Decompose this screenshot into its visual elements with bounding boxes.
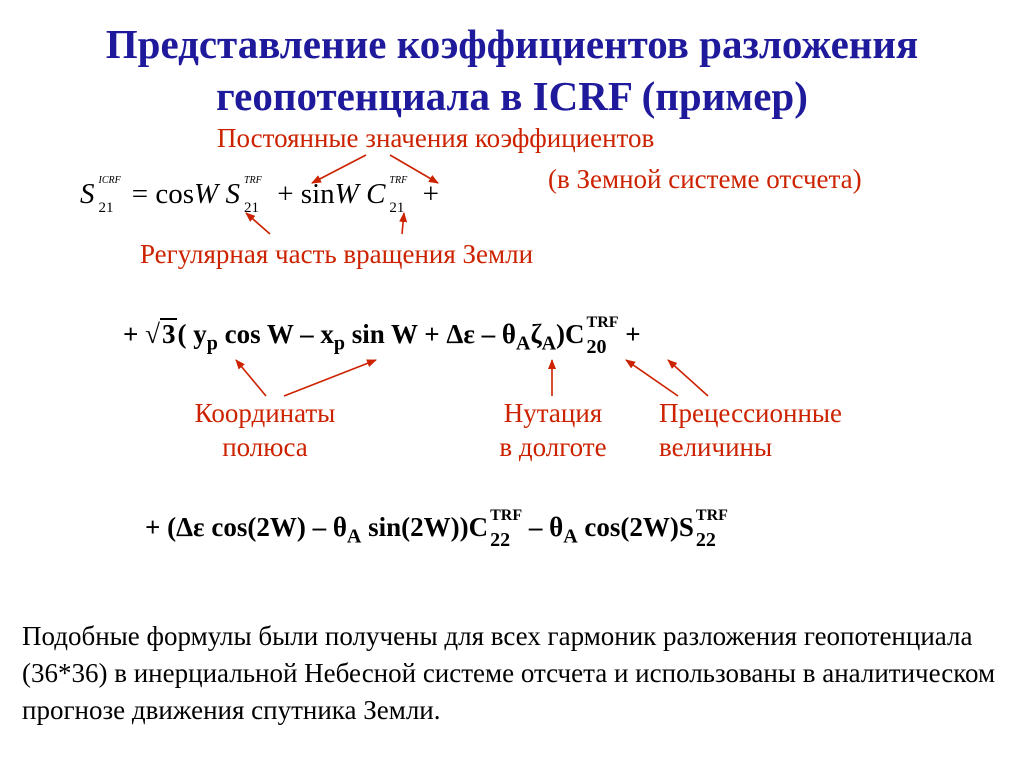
cos-w-minus-x: cos W – x <box>217 319 334 349</box>
annotation-constant-values: Постоянные значения коэффициентов <box>217 123 655 153</box>
slide-title <box>0 18 1024 122</box>
sqrt-3: 3 <box>161 319 176 349</box>
arrow-pole-to-yp <box>236 360 266 396</box>
annotation-nutation <box>478 396 628 464</box>
subscript-p: p <box>206 332 218 355</box>
superscript-trf: TRF <box>586 314 619 331</box>
subscript-a: A <box>346 525 362 548</box>
superscript-icrf: ICRF <box>98 175 121 186</box>
sin-term-c: sin(2W))C <box>361 512 489 542</box>
sin-w-nutation-theta: sin W + Δε – θ <box>344 319 516 349</box>
nutation-line-2: в долготе <box>499 432 607 462</box>
symbol-c-trf: C <box>366 178 386 210</box>
eq-cos: = cos <box>131 178 195 210</box>
superscript-trf: TRF <box>695 507 728 524</box>
precession-line-2: величины <box>659 432 773 462</box>
arrow-pole-to-xp <box>284 360 376 396</box>
subscript-22: 22 <box>490 529 511 551</box>
open-paren-y: ( y <box>177 319 207 349</box>
plus-sign: + <box>422 178 440 210</box>
subscript-22: 22 <box>695 529 716 551</box>
superscript-trf: TRF <box>243 175 262 186</box>
subscript-21: 21 <box>243 200 259 216</box>
superscript-trf: TRF <box>490 507 523 524</box>
lead-term: + (Δε cos(2W) – θ <box>145 512 347 542</box>
pole-coords-line-1: Координаты <box>194 398 336 428</box>
arrow-precession-to-zeta <box>668 360 708 396</box>
arrow-precession-to-theta <box>626 360 678 396</box>
subscript-a: A <box>515 332 531 355</box>
formula-c22-s22-term <box>145 507 728 551</box>
minus-theta: – θ <box>522 512 564 542</box>
cos-term-s: cos(2W)S <box>577 512 694 542</box>
pole-coords-line-2: полюса <box>222 432 308 462</box>
nutation-line-1: Нутация <box>503 398 603 428</box>
plus-sin: + sin <box>277 178 335 210</box>
formula-s21-icrf <box>80 175 440 216</box>
body-paragraph: Подобные формулы были получены для всех гармоник разложения геопотенциала (36*36) в инерциальной Небесной системе отсчета и использованы в аналитическом прогнозе движения спутника Земли. <box>22 621 996 725</box>
title-line-2: геопотенциала в ICRF (пример) <box>216 73 808 119</box>
lead-plus: + <box>123 319 146 349</box>
title-line-1: Представление коэффициентов разложения <box>105 21 919 67</box>
symbol-s-trf: S <box>225 178 240 210</box>
formula-c20-term <box>123 314 641 358</box>
annotation-earth-frame: (в Земной системе отсчета) <box>548 164 862 194</box>
symbol-w: W <box>334 178 359 210</box>
annotation-precession <box>659 396 842 464</box>
radical-sign: √ <box>145 319 160 349</box>
precession-line-1: Прецессионные <box>659 398 843 428</box>
annotation-regular-rotation: Регулярная часть вращения Земли <box>140 239 534 269</box>
tail-plus: + <box>618 319 641 349</box>
close-paren-c: )C <box>556 319 585 349</box>
symbol-s: S <box>80 178 95 210</box>
subscript-20: 20 <box>586 336 607 358</box>
subscript-21: 21 <box>98 200 114 216</box>
subscript-p: p <box>333 332 345 355</box>
zeta: ζ <box>530 319 542 349</box>
subscript-a: A <box>541 332 557 355</box>
subscript-21: 21 <box>389 200 405 216</box>
subscript-a: A <box>563 525 578 548</box>
superscript-trf: TRF <box>389 175 408 186</box>
annotation-pole-coords <box>170 396 360 464</box>
symbol-w: W <box>194 178 219 210</box>
